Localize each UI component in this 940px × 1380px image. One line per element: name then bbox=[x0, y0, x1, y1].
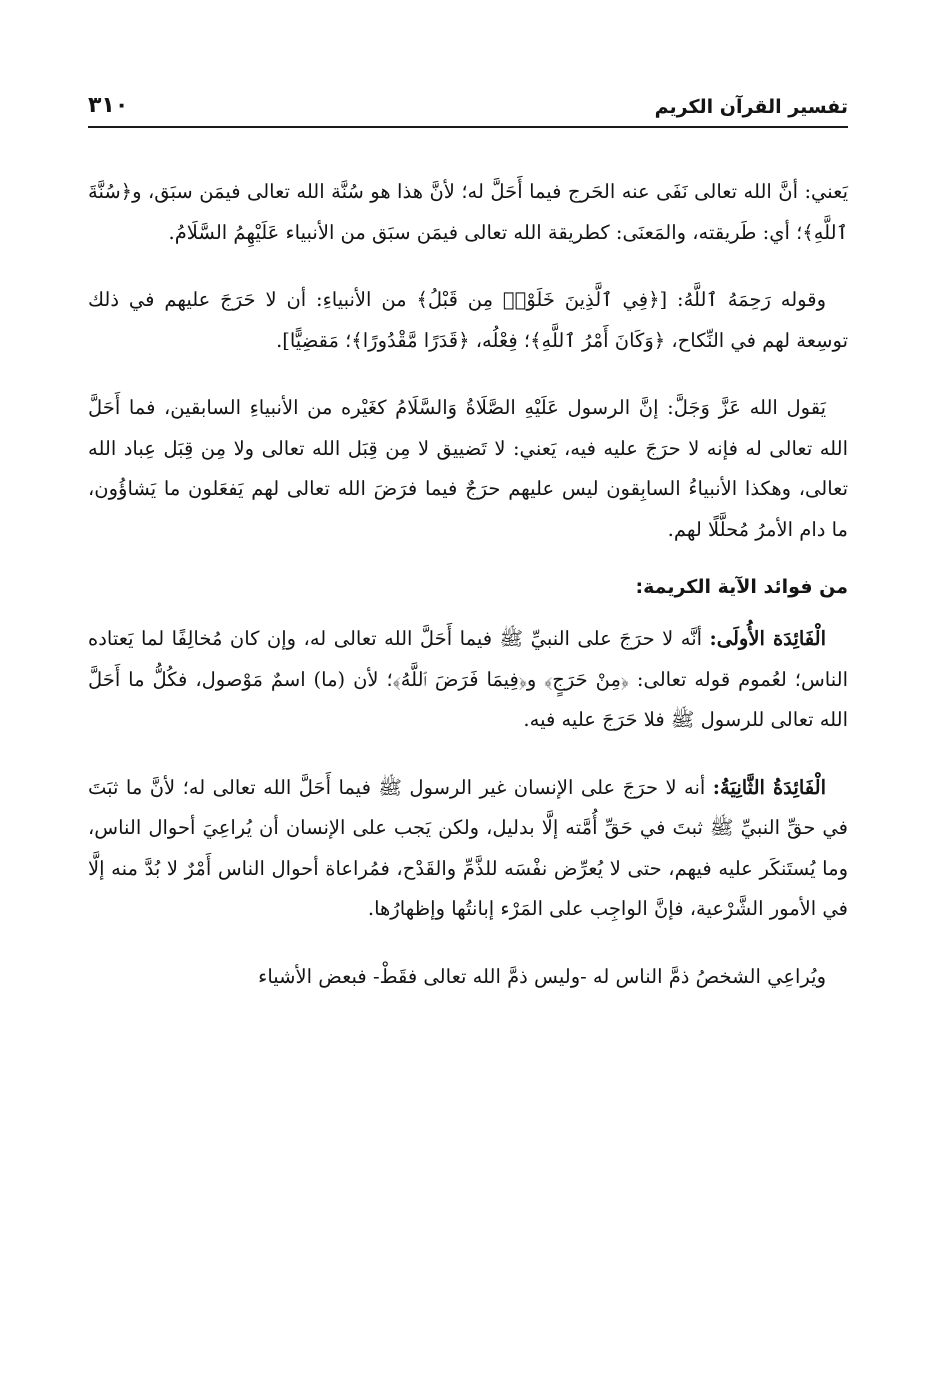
benefit-1 bbox=[88, 619, 848, 741]
benefit-2-label: الْفَائِدَةُ الثَّانِيَةُ: bbox=[712, 775, 827, 799]
page-body bbox=[88, 172, 848, 1024]
benefit-1-label: الْفَائِدَة الأُولَى: bbox=[709, 627, 826, 650]
section-heading: من فوائد الآية الكريمة: bbox=[635, 576, 848, 598]
paragraph-1: يَعني: أنَّ الله تعالى نَفَى عنه الحَرج فيما أَحَلَّ له؛ لأنَّ هذا هو سُنَّة الله تعالى فيمَن سبَق، و﴿سُنَّةَ ٱللَّهِ﴾؛ أي: طَريقته، والمَعنَى: كطريقة الله تعالى فيمَن سبَق من الأنبياء عَلَيْهِمُ السَّلَامُ. bbox=[88, 180, 848, 244]
benefit-1-text: أنَّه لا حرَجَ على النبيِّ ﷺ فيما أَحَلَّ الله تعالى له، وإن كان مُخالِفًا لما يَعتاده الناس؛ لعُموم قوله تعالى: ﴿مِنْ حَرَجٍ﴾ و﴿فِيمَا فَرَضَ ٱللَّهُ﴾؛ لأن (ما) اسمٌ مَوْصول، فكُلُّ ما أَحَلَّ الله تعالى للرسول ﷺ فلا حَرَجَ عليه فيه. bbox=[88, 627, 848, 731]
paragraph-last: ويُراعِي الشخصُ ذمَّ الناس له -وليس ذمَّ الله تعالى فقَطْ- فبعض الأشياء bbox=[258, 964, 826, 988]
book-title: تفسير القرآن الكريم bbox=[654, 96, 848, 118]
benefit-2 bbox=[88, 768, 848, 930]
page-header bbox=[88, 92, 848, 128]
page-number: ٣١٠ bbox=[88, 93, 129, 118]
paragraph-2: وقوله رَحِمَهُ ٱللَّهُ: [﴿فِي ٱلَّذِينَ خَلَوْا۟ مِن قَبْلُ﴾ من الأنبياءِ: أن لا حَرَجَ عليهم في ذلك توسِعة لهم في النِّكاح، ﴿وَكَانَ أَمْرُ ٱللَّهِ﴾؛ فِعْلُه، ﴿قَدَرًا مَّقْدُورًا﴾؛ مَقضِيًّا]. bbox=[88, 288, 848, 352]
paragraph-3: يَقول الله عَزَّ وَجَلَّ: إنَّ الرسول عَلَيْهِ الصَّلَاةُ وَالسَّلَامُ كغَيْره من الأنبياءِ السابقين، فما أَحَلَّ الله تعالى له فإنه لا حرَجَ عليه فيه، يَعني: لا تَضييق لا مِن قِبَل الله تعالى ولا مِن قِبَل عِباد الله تعالى، وهكذا الأنبياءُ السابِقون ليس عليهم حرَجٌ فيما فرَضَ الله تعالى لهم يَفعَلون ما يَشاؤُون، ما دام الأمرُ مُحلَّلًا لهم. bbox=[88, 396, 848, 541]
benefit-2-text: أنه لا حرَجَ على الإنسان غير الرسول ﷺ فيما أَحَلَّ الله تعالى له؛ لأنَّ ما ثبَتَ في حقِّ النبيِّ ﷺ ثبتَ في حَقِّ أُمَّته إلَّا بدليل، ولكن يَجب على الإنسان أن يُراعِيَ أحوال الناس، وما يُستَنكَر عليه فيهم، حتى لا يُعرِّض نفْسَه للذَّمِّ والقَدْح، فمُراعاة أحوال الناس أَمْرٌ لا بُدَّ منه إلَّا في الأمور الشَّرْعية، فإنَّ الواجِب على المَرْء إبانتُها وإظهارُها. bbox=[88, 775, 848, 920]
